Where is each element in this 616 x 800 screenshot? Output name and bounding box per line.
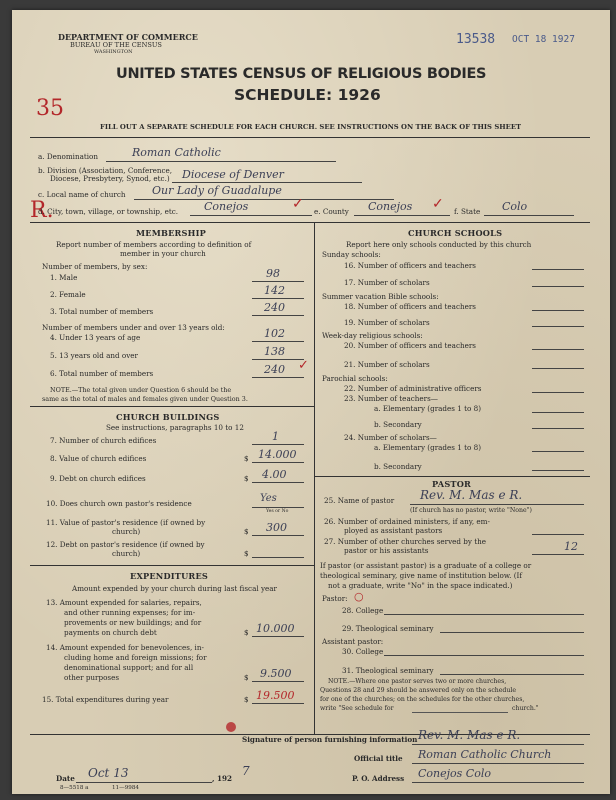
red-r-mark: R. bbox=[30, 198, 54, 223]
schools-heading: CHURCH SCHOOLS bbox=[408, 228, 503, 238]
q18-label: 18. Number of officers and teachers bbox=[344, 302, 476, 311]
q11-value: 300 bbox=[266, 521, 287, 534]
city-label: d. City, town, village, or township, etc. bbox=[38, 207, 179, 216]
q10-line bbox=[252, 507, 304, 508]
q25-line bbox=[410, 504, 584, 505]
q28-label: 28. College bbox=[342, 606, 384, 615]
q16-label: 16. Number of officers and teachers bbox=[344, 261, 476, 270]
q25-value: Rev. M. Mas e R. bbox=[420, 488, 523, 502]
official-title-value: Roman Catholic Church bbox=[418, 748, 552, 761]
q4-line bbox=[252, 341, 304, 342]
q24-label: 24. Number of scholars— bbox=[344, 433, 437, 442]
q2-value: 142 bbox=[264, 284, 285, 297]
q12-line bbox=[252, 557, 304, 558]
q7-value: 1 bbox=[272, 430, 279, 443]
q8-label: 8. Value of church edifices bbox=[50, 454, 147, 463]
q14-label-2: cluding home and foreign missions; for bbox=[64, 653, 207, 662]
q1-label: 1. Male bbox=[50, 273, 78, 282]
q13-line bbox=[252, 636, 304, 637]
division-value: Diocese of Denver bbox=[182, 168, 284, 181]
stamp-date: OCT 18 1927 bbox=[512, 34, 575, 45]
date-label: Date bbox=[56, 774, 75, 783]
q3-line bbox=[252, 315, 304, 316]
official-title-label: Official title bbox=[354, 754, 403, 763]
graduate-instruction: If pastor (or assistant pastor) is a graduate of a college or bbox=[320, 561, 532, 570]
q11-line bbox=[252, 535, 304, 536]
membership-note: NOTE.—The total given under Question 6 should be the bbox=[50, 386, 232, 394]
membership-intro: Report number of members according to definition of bbox=[56, 240, 252, 249]
denomination-line bbox=[106, 161, 336, 162]
q21-label: 21. Number of scholars bbox=[344, 360, 430, 369]
q13-value: 10.000 bbox=[256, 622, 295, 635]
q24b-label: b. Secondary bbox=[374, 462, 422, 471]
date-line bbox=[76, 782, 212, 783]
divider bbox=[30, 565, 314, 566]
q27-label: 27. Number of other churches served by the bbox=[324, 537, 487, 546]
instruction-line: FILL OUT A SEPARATE SCHEDULE FOR EACH CHURCH. SEE INSTRUCTIONS ON THE BACK OF THIS SHEET bbox=[100, 123, 522, 131]
under-over-label: Number of members under and over 13 years old: bbox=[42, 323, 225, 332]
q23b-label: b. Secondary bbox=[374, 420, 422, 429]
form-code-2: 11—9984 bbox=[112, 785, 139, 791]
q8-line bbox=[252, 462, 304, 463]
q15-line bbox=[252, 703, 304, 704]
check-mark: ✓ bbox=[298, 358, 309, 373]
county-label: e. County bbox=[314, 207, 349, 216]
q6-label: 6. Total number of members bbox=[50, 369, 154, 378]
q14-label-3: denominational support; and for all bbox=[64, 663, 194, 672]
q23-label: 23. Number of teachers— bbox=[344, 394, 438, 403]
yes-no-hint: Yes or No bbox=[266, 509, 289, 514]
q27-line bbox=[532, 554, 584, 555]
q14-line bbox=[252, 681, 304, 682]
q25-label: 25. Name of pastor bbox=[324, 496, 395, 505]
local-name-value: Our Lady of Guadalupe bbox=[152, 184, 282, 197]
q14-label: 14. Amount expended for benevolences, in- bbox=[46, 643, 204, 652]
pastor-heading: PASTOR bbox=[432, 479, 472, 489]
county-line bbox=[354, 215, 450, 216]
q11-label-2: church) bbox=[112, 527, 141, 536]
q15-label: 15. Total expenditures during year bbox=[42, 695, 169, 704]
local-name-label: c. Local name of church bbox=[38, 190, 126, 199]
division-label-2: Diocese, Presbytery, Synod, etc.) bbox=[50, 174, 170, 183]
q25-note: (If church has no pastor, write "None") bbox=[410, 507, 532, 514]
q29-label: 29. Theological seminary bbox=[342, 624, 434, 633]
q7-label: 7. Number of church edifices bbox=[50, 436, 157, 445]
q14-value: 9.500 bbox=[260, 667, 292, 680]
signature-line bbox=[412, 744, 584, 745]
po-address-label: P. O. Address bbox=[352, 774, 405, 783]
q2-line bbox=[252, 298, 304, 299]
year-digit: 7 bbox=[242, 764, 250, 778]
buildings-sub: See instructions, paragraphs 10 to 12 bbox=[106, 423, 244, 432]
city-label: WASHINGTON bbox=[94, 49, 133, 55]
red-mark-number: 35 bbox=[36, 96, 64, 121]
q13-label-3: provements or new buildings; and for bbox=[64, 618, 202, 627]
graduate-instruction-3: not a graduate, write "No" in the space indicated.) bbox=[328, 581, 513, 590]
state-line bbox=[484, 215, 574, 216]
q26-line bbox=[532, 534, 584, 535]
column-divider bbox=[314, 222, 315, 734]
q31-label: 31. Theological seminary bbox=[342, 666, 434, 675]
county-value: Conejos bbox=[368, 200, 413, 213]
q24b-line bbox=[532, 470, 584, 471]
pastor-note-4: write "See schedule for bbox=[320, 705, 394, 712]
q12-label: 12. Debt on pastor's residence (if owned by bbox=[46, 540, 205, 549]
q22-label: 22. Number of administrative officers bbox=[344, 384, 482, 393]
q20-label: 20. Number of officers and teachers bbox=[344, 341, 476, 350]
q17-label: 17. Number of scholars bbox=[344, 278, 430, 287]
membership-note-2: same as the total of males and females given under Question 3. bbox=[42, 395, 248, 403]
parochial-label: Parochial schools: bbox=[322, 374, 388, 383]
q22-line bbox=[532, 392, 584, 393]
date-value: Oct 13 bbox=[88, 766, 129, 780]
q19-label: 19. Number of scholars bbox=[344, 318, 430, 327]
state-value: Colo bbox=[502, 200, 528, 213]
graduate-instruction-2: theological seminary, give name of institution below. (If bbox=[320, 571, 523, 580]
q19-line bbox=[532, 326, 584, 327]
q9-label: 9. Debt on church edifices bbox=[50, 474, 146, 483]
dollar-sign: $ bbox=[244, 628, 249, 637]
weekday-label: Week-day religious schools: bbox=[322, 331, 423, 340]
q10-label: 10. Does church own pastor's residence bbox=[46, 499, 192, 508]
census-schedule-sheet bbox=[12, 10, 610, 794]
q27-value: 12 bbox=[564, 540, 578, 553]
q11-label: 11. Value of pastor's residence (if owned by bbox=[46, 518, 206, 527]
expenditures-sub: Amount expended by your church during last fiscal year bbox=[72, 584, 277, 593]
q8-value: 14.000 bbox=[258, 448, 297, 461]
red-o-mark: ○ bbox=[354, 590, 364, 603]
q24a-label: a. Elementary (grades 1 to 8) bbox=[374, 443, 481, 452]
q5-value: 138 bbox=[264, 345, 285, 358]
city-value: Conejos bbox=[204, 200, 249, 213]
membership-intro-2: member in your church bbox=[120, 249, 206, 258]
division-label: b. Division (Association, Conference, bbox=[38, 166, 173, 175]
q9-line bbox=[252, 482, 304, 483]
q27-label-2: pastor or his assistants bbox=[344, 546, 429, 555]
q1-line bbox=[252, 281, 304, 282]
q23a-label: a. Elementary (grades 1 to 8) bbox=[374, 404, 481, 413]
q28-line bbox=[384, 614, 584, 615]
divider bbox=[30, 222, 590, 223]
q14-label-4: other purposes bbox=[64, 673, 120, 682]
po-address-value: Conejos Colo bbox=[418, 767, 491, 780]
division-line bbox=[172, 182, 362, 183]
q4-value: 102 bbox=[264, 327, 285, 340]
q21-line bbox=[532, 368, 584, 369]
department-label: DEPARTMENT OF COMMERCE bbox=[58, 32, 198, 42]
signature-value: Rev. M. Mas e R. bbox=[418, 728, 521, 742]
local-name-line bbox=[134, 199, 394, 200]
dollar-sign: $ bbox=[244, 454, 249, 463]
denomination-label: a. Denomination bbox=[38, 152, 98, 161]
pastor-note-5: church." bbox=[512, 705, 539, 712]
q23a-line bbox=[532, 412, 584, 413]
q1-value: 98 bbox=[266, 267, 280, 280]
form-code-1: 8—5518 a bbox=[60, 785, 89, 791]
q30-line bbox=[384, 655, 584, 656]
state-label: f. State bbox=[454, 207, 481, 216]
q6-line bbox=[252, 377, 304, 378]
schools-intro: Report here only schools conducted by this church bbox=[346, 240, 532, 249]
q30-label: 30. College bbox=[342, 647, 384, 656]
year-label: , 192 bbox=[212, 774, 233, 783]
q5-line bbox=[252, 359, 304, 360]
q15-value: 19.500 bbox=[256, 689, 295, 702]
bureau-label: BUREAU OF THE CENSUS bbox=[70, 41, 162, 49]
sunday-label: Sunday schools: bbox=[322, 250, 381, 259]
q17-line bbox=[532, 286, 584, 287]
dollar-sign: $ bbox=[244, 527, 249, 536]
dollar-sign: $ bbox=[244, 549, 249, 558]
q23b-line bbox=[532, 428, 584, 429]
official-title-line bbox=[412, 763, 584, 764]
membership-heading: MEMBERSHIP bbox=[136, 228, 206, 238]
q24a-line bbox=[532, 451, 584, 452]
q29-line bbox=[440, 632, 584, 633]
pastor-note: NOTE.—Where one pastor serves two or more churches, bbox=[328, 678, 507, 685]
q26-label: 26. Number of ordained ministers, if any, em- bbox=[324, 517, 490, 526]
expenditures-heading: EXPENDITURES bbox=[130, 571, 208, 581]
by-sex-label: Number of members, by sex: bbox=[42, 262, 148, 271]
q12-label-2: church) bbox=[112, 549, 141, 558]
q3-value: 240 bbox=[264, 301, 285, 314]
stamp-number: 13538 bbox=[456, 32, 496, 47]
q7-line bbox=[252, 444, 304, 445]
divider bbox=[314, 476, 590, 477]
dollar-sign: $ bbox=[244, 673, 249, 682]
q16-line bbox=[532, 269, 584, 270]
pastor-note-3: for one of the churches; on the schedules for the other churches, bbox=[320, 696, 525, 703]
form-subtitle: SCHEDULE: 1926 bbox=[234, 86, 381, 104]
q18-line bbox=[532, 310, 584, 311]
check-mark: ✓ bbox=[292, 196, 304, 212]
assistant-label: Assistant pastor: bbox=[322, 637, 384, 646]
divider bbox=[30, 406, 314, 407]
po-address-line bbox=[412, 782, 584, 783]
summer-label: Summer vacation Bible schools: bbox=[322, 292, 439, 301]
q13-label: 13. Amount expended for salaries, repairs, bbox=[46, 598, 202, 607]
denomination-value: Roman Catholic bbox=[132, 146, 221, 159]
q2-label: 2. Female bbox=[50, 290, 86, 299]
q26-label-2: ployed as assistant pastors bbox=[344, 526, 443, 535]
check-mark: ✓ bbox=[432, 196, 444, 212]
pastor-note-2: Questions 28 and 29 should be answered only on the schedule bbox=[320, 687, 517, 694]
q13-label-4: payments on church debt bbox=[64, 628, 157, 637]
q10-value: Yes bbox=[260, 493, 277, 504]
q31-line bbox=[440, 674, 584, 675]
city-line bbox=[190, 215, 312, 216]
buildings-heading: CHURCH BUILDINGS bbox=[116, 412, 220, 422]
form-title: UNITED STATES CENSUS OF RELIGIOUS BODIES bbox=[116, 66, 487, 82]
q3-label: 3. Total number of members bbox=[50, 307, 154, 316]
pastor-sub-label: Pastor: bbox=[322, 594, 348, 603]
q5-label: 5. 13 years old and over bbox=[50, 351, 138, 360]
signature-label: Signature of person furnishing information bbox=[242, 735, 418, 744]
note-blank-line bbox=[412, 712, 508, 713]
q4-label: 4. Under 13 years of age bbox=[50, 333, 141, 342]
dollar-sign: $ bbox=[244, 695, 249, 704]
red-ink-blot bbox=[226, 722, 236, 732]
q13-label-2: and other running expenses; for im- bbox=[64, 608, 196, 617]
divider bbox=[30, 137, 590, 138]
q6-value: 240 bbox=[264, 363, 285, 376]
q9-value: 4.00 bbox=[262, 468, 287, 481]
q20-line bbox=[532, 349, 584, 350]
dollar-sign: $ bbox=[244, 474, 249, 483]
